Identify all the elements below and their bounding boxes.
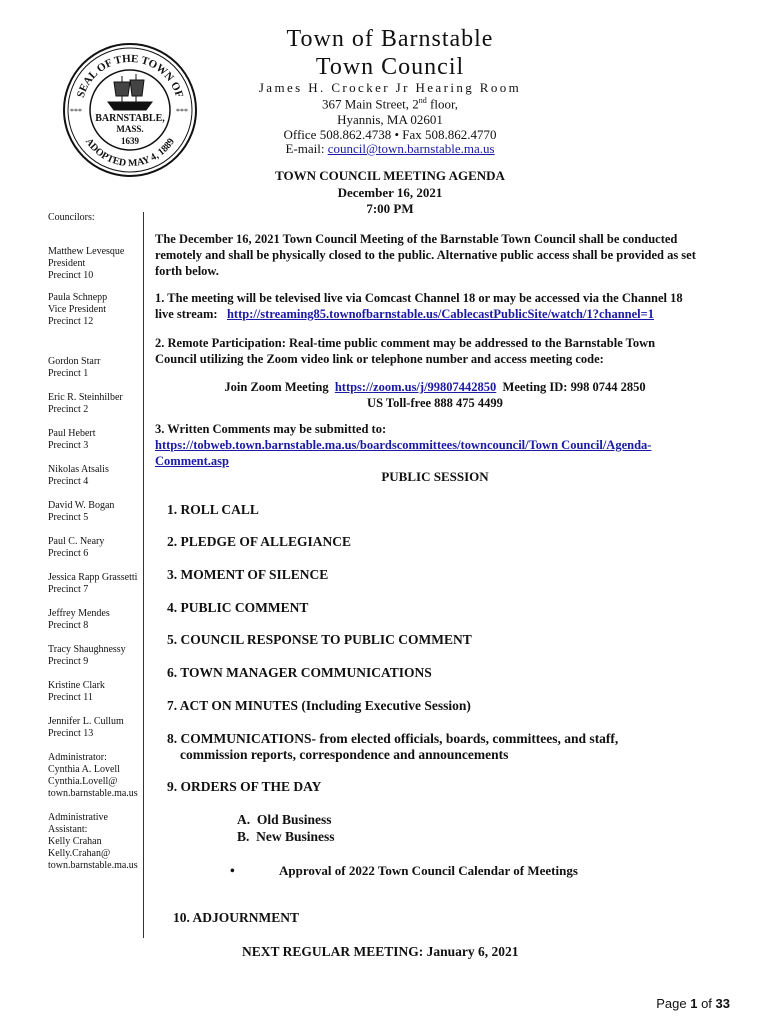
agenda-time: 7:00 PM	[366, 201, 414, 216]
agenda-title: TOWN COUNCIL MEETING AGENDA	[275, 168, 505, 183]
sidebar-heading: Councilors:	[48, 212, 95, 223]
sidebar-entry: Matthew Levesque President Precinct 10	[48, 246, 125, 281]
sidebar-entry: Kristine Clark Precinct 11	[48, 680, 105, 703]
agenda-item: 7. ACT ON MINUTES (Including Executive Session)	[167, 698, 471, 713]
sidebar-entry-assistant: Administrative Assistant: Kelly Crahan Kelly.Crahan@ town.barnstable.ma.us	[48, 812, 138, 871]
access-channel-paragraph: 1. The meeting will be televised live via Comcast Channel 18 or may be accessed via the Channel 18 live stream: http://streaming85.townofbarnstable.us/CablecastPublicSite/watch/1?channel=1	[155, 291, 683, 321]
sidebar-entry: Jessica Rapp Grassetti Precinct 7	[48, 572, 138, 595]
agenda-item: 6. TOWN MANAGER COMMUNICATIONS	[167, 665, 432, 680]
agenda-item: 2. PLEDGE OF ALLEGIANCE	[167, 534, 352, 549]
agenda-item: 3. MOMENT OF SILENCE	[167, 567, 329, 582]
seal-top-text: SEAL OF THE TOWN OF	[74, 52, 186, 100]
zoom-link[interactable]: https://zoom.us/j/99807442850	[334, 380, 497, 394]
sidebar-entry: Tracy Shaughnessy Precinct 9	[48, 644, 126, 667]
order-bullet-item: Approval of 2022 Town Council Calendar of Meetings	[279, 863, 578, 878]
sidebar-entry: Jeffrey Mendes Precinct 8	[48, 608, 110, 631]
seal-star-left: ***	[70, 107, 82, 116]
agenda-item: 9. ORDERS OF THE DAY	[167, 779, 322, 794]
intro-paragraph: The December 16, 2021 Town Council Meeting of the Barnstable Town Council shall be conducted remotely and shall be physically closed to the public. Alternative public access shall be provided as set forth below.	[155, 232, 696, 278]
sidebar-divider	[143, 212, 144, 938]
public-session-heading: PUBLIC SESSION	[381, 469, 489, 484]
email-link[interactable]: council@town.barnstable.ma.us	[327, 141, 495, 156]
sidebar-entry: Paula Schnepp Vice President Precinct 12	[48, 292, 108, 327]
next-meeting: NEXT REGULAR MEETING: January 6, 2021	[242, 944, 519, 959]
bullet-icon: •	[230, 863, 235, 878]
sidebar-entry: Jennifer L. Cullum Precinct 13	[48, 716, 124, 739]
seal-center-line2: MASS.	[116, 124, 144, 134]
sidebar-entry-administrator: Administrator: Cynthia A. Lovell Cynthia.Lovell@ town.barnstable.ma.us	[48, 752, 138, 799]
seal-bottom-text: ADOPTED MAY 4, 1889	[82, 136, 178, 170]
header-street: 367 Main Street, 2nd floor,	[321, 96, 458, 112]
header-phone: Office 508.862.4738 • Fax 508.862.4770	[283, 127, 497, 142]
written-comments-paragraph: 3. Written Comments may be submitted to: https://tobweb.town.barnstable.ma.us/boardscommittees/towncouncil/Town Council/Agenda- Comment.asp	[155, 422, 652, 468]
header-city: Hyannis, MA 02601	[337, 112, 443, 127]
sidebar-entry: Gordon Starr Precinct 1	[48, 356, 101, 379]
agenda-item: 1. ROLL CALL	[167, 502, 259, 517]
sidebar-entry: Nikolas Atsalis Precinct 4	[48, 464, 109, 487]
remote-participation-paragraph: 2. Remote Participation: Real-time public comment may be addressed to the Barnstable Town Council utilizing the Zoom video link or telephone number and access meeting code:	[155, 336, 656, 366]
header-email-line: E-mail: council@town.barnstable.ma.us	[285, 141, 495, 156]
agenda-item-cont: commission reports, correspondence and announcements	[180, 747, 509, 762]
agenda-item: 8. COMMUNICATIONS- from elected officials, boards, committees, and staff,	[167, 731, 619, 746]
stream-link[interactable]: http://streaming85.townofbarnstable.us/CablecastPublicSite/watch/1?channel=1	[226, 307, 655, 321]
seal-center-line1: BARNSTABLE,	[95, 113, 165, 124]
header-title-line2: Town Council	[315, 54, 465, 80]
order-a: A. Old Business	[237, 812, 332, 827]
seal-year: 1639	[121, 136, 139, 146]
header-title-line1: Town of Barnstable	[286, 26, 494, 52]
agenda-date: December 16, 2021	[337, 185, 443, 200]
seal-star-right: ***	[176, 107, 188, 116]
comment-link-cont[interactable]: Comment.asp	[155, 454, 229, 468]
agenda-item: 5. COUNCIL RESPONSE TO PUBLIC COMMENT	[167, 632, 472, 647]
zoom-info: Join Zoom Meeting https://zoom.us/j/99807442850 Meeting ID: 998 0744 2850 US Toll-free 888 475 4499	[224, 380, 646, 410]
page-number: Page 1 of 33	[656, 996, 730, 1011]
adjournment: 10. ADJOURNMENT	[173, 910, 300, 925]
sidebar-entry: David W. Bogan Precinct 5	[48, 500, 115, 523]
sidebar-entry: Eric R. Steinhilber Precinct 2	[48, 392, 123, 415]
comment-link[interactable]: https://tobweb.town.barnstable.ma.us/boardscommittees/towncouncil/Town Council/Agenda-	[155, 438, 652, 452]
header-room: James H. Crocker Jr Hearing Room	[258, 80, 522, 95]
sidebar-entry: Paul C. Neary Precinct 6	[48, 536, 105, 559]
agenda-item: 4. PUBLIC COMMENT	[167, 600, 309, 615]
sidebar-entry: Paul Hebert Precinct 3	[48, 428, 96, 451]
order-b: B. New Business	[237, 829, 335, 844]
